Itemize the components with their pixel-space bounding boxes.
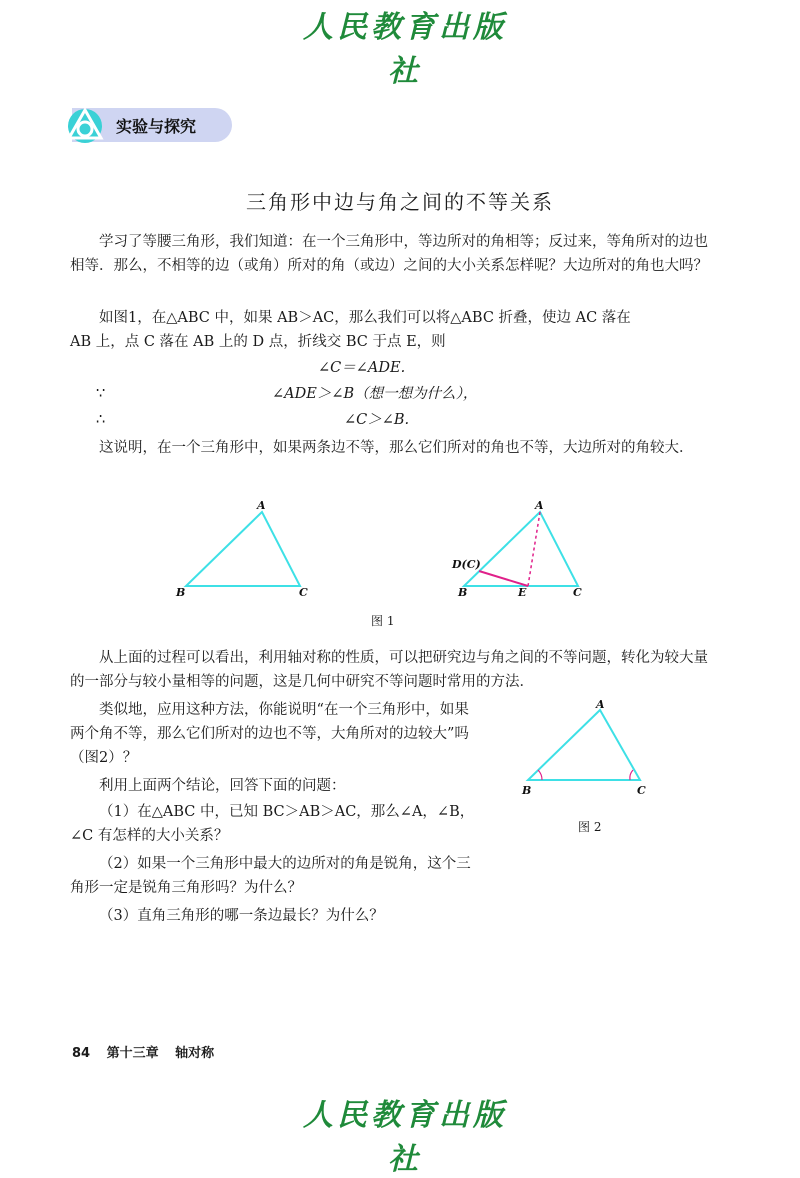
fig2-label-c: C bbox=[637, 784, 646, 797]
fig2-label-b: B bbox=[522, 784, 532, 797]
fig2-label-a: A bbox=[596, 698, 605, 711]
fig1-label-a: A bbox=[257, 499, 266, 512]
publisher-watermark-top: 人民教育出版社 bbox=[303, 10, 507, 89]
paragraph-fold-line1: 如图1，在△ABC 中，如果 AB＞AC，那么我们可以将△ABC 折叠，使边 AC 落在 bbox=[99, 310, 631, 326]
angle-b-arc bbox=[538, 770, 542, 780]
angle-c-arc bbox=[630, 770, 633, 780]
fold-segment-de bbox=[479, 571, 528, 586]
chapter-number: 第十三章 bbox=[106, 1046, 159, 1061]
therefore-symbol: ∴ bbox=[96, 412, 106, 428]
paragraph-similar: 类似地，应用这种方法，你能说明“在一个三角形中，如果两个角不等，那么它们所对的边也不等，大角所对的边较大”吗（图2）？ bbox=[70, 702, 469, 766]
because-symbol: ∵ bbox=[96, 386, 106, 402]
fig1b-label-e: E bbox=[518, 586, 527, 599]
publisher-watermark-bottom: 人民教育出版社 bbox=[303, 1098, 507, 1177]
fig1b-label-c: C bbox=[573, 586, 582, 599]
question-3: （3）直角三角形的哪一条边最长？为什么？ bbox=[99, 908, 384, 924]
triangle-logo-icon bbox=[64, 104, 106, 146]
fig1b-label-d: D(C) bbox=[452, 558, 481, 571]
question-1: （1）在△ABC 中，已知 BC＞AB＞AC，那么∠A，∠B，∠C 有怎样的大小关系？ bbox=[70, 804, 475, 844]
triangle-abc-outline bbox=[186, 512, 300, 586]
figure2-triangle-abc bbox=[516, 698, 656, 802]
fig1b-label-b: B bbox=[458, 586, 468, 599]
paragraph-fold-line2: AB 上，点 C 落在 AB 上的 D 点，折线交 BC 于点 E，则 bbox=[70, 334, 446, 350]
figure2-caption: 图 2 bbox=[578, 820, 602, 834]
equation-3: ∠C＞∠B. bbox=[344, 412, 410, 428]
paragraph-use-conclusions: 利用上面两个结论，回答下面的问题： bbox=[99, 778, 346, 794]
equation-1: ∠C＝∠ADE. bbox=[318, 360, 406, 376]
figure2-outline bbox=[528, 710, 640, 780]
page-number: 84 bbox=[72, 1046, 91, 1061]
page-footer bbox=[72, 1042, 226, 1061]
fig1-label-b: B bbox=[176, 586, 186, 599]
equation-2: ∠ADE＞∠B（想一想为什么）， bbox=[272, 386, 478, 402]
paragraph-method: 从上面的过程可以看出，利用轴对称的性质，可以把研究边与角之间的不等问题，转化为较大量的一部分与较小量相等的问题，这是几何中研究不等问题时常用的方法． bbox=[70, 650, 708, 690]
figure1-triangle-abc bbox=[170, 498, 320, 608]
paragraph-intro: 学习了等腰三角形，我们知道：在一个三角形中，等边所对的角相等；反过来，等角所对的边也相等．那么，不相等的边（或角）所对的角（或边）之间的大小关系怎样呢？大边所对的角也大吗？ bbox=[70, 234, 708, 274]
page-title: 三角形中边与角之间的不等关系 bbox=[246, 190, 554, 214]
banner-label: 实验与探究 bbox=[116, 117, 197, 136]
figure1-caption: 图 1 bbox=[371, 614, 395, 628]
paragraph-conclusion: 这说明，在一个三角形中，如果两条边不等，那么它们所对的角也不等，大边所对的角较大． bbox=[99, 440, 694, 456]
section-banner bbox=[64, 104, 232, 146]
folded-triangle-outline bbox=[464, 512, 578, 586]
fig1b-label-a: A bbox=[535, 499, 544, 512]
chapter-title: 轴对称 bbox=[175, 1046, 215, 1061]
fig1-label-c: C bbox=[299, 586, 308, 599]
question-2: （2）如果一个三角形中最大的边所对的角是锐角，这个三角形一定是锐角三角形吗？为什么？ bbox=[70, 856, 471, 896]
figure1-folded-triangle bbox=[448, 498, 598, 608]
